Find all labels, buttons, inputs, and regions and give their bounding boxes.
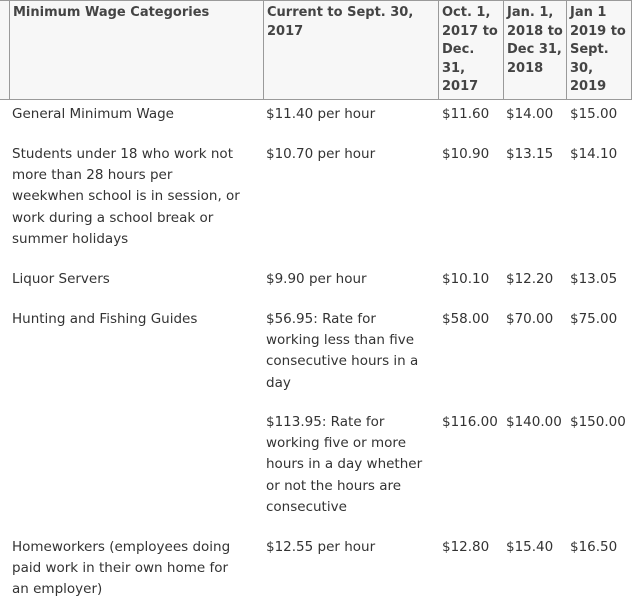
header-2018: Jan. 1, 2018 to Dec 31, 2018: [503, 1, 566, 99]
row-rate-2018: $70.00: [506, 311, 554, 327]
row-rate-oct-2017: $11.60: [442, 106, 490, 122]
row-category: Students under 18 who work not more than 28 hours per weekwhen school is in session, or work during a school break or summer holidays: [12, 146, 240, 247]
row-category: Liquor Servers: [12, 271, 110, 287]
row-current-rate: $9.90 per hour: [266, 271, 367, 287]
header-categories: Minimum Wage Categories: [9, 1, 263, 99]
row-rate-oct-2017: $12.80: [442, 539, 490, 555]
header-2019: Jan 1 2019 to Sept. 30, 2019: [566, 1, 632, 99]
row-rate-oct-2017: $10.90: [442, 146, 490, 162]
header-oct-2017: Oct. 1, 2017 to Dec. 31, 2017: [438, 1, 503, 99]
row-rate-2019: $15.00: [570, 106, 618, 122]
row-rate-2019: $16.50: [570, 539, 618, 555]
row-current-rate: $113.95: Rate for working five or more hours in a day whether or not the hours are consecutive: [266, 414, 423, 515]
row-rate-2019: $150.00: [570, 414, 626, 430]
table-header: [0, 0, 632, 100]
row-rate-2018: $15.40: [506, 539, 554, 555]
row-rate-2019: $14.10: [570, 146, 618, 162]
row-rate-oct-2017: $10.10: [442, 271, 490, 287]
row-current-rate: $56.95: Rate for working less than five consecutive hours in a day: [266, 311, 419, 391]
row-category: Homeworkers (employees doing paid work in their own home for an employer): [12, 539, 231, 598]
row-category: General Minimum Wage: [12, 106, 174, 122]
row-current-rate: $10.70 per hour: [266, 146, 376, 162]
header-current: Current to Sept. 30, 2017: [263, 1, 438, 99]
row-category: Hunting and Fishing Guides: [12, 311, 198, 327]
row-rate-2018: $140.00: [506, 414, 562, 430]
row-current-rate: $11.40 per hour: [266, 106, 376, 122]
row-current-rate: $12.55 per hour: [266, 539, 376, 555]
row-rate-2018: $12.20: [506, 271, 554, 287]
row-rate-2018: $13.15: [506, 146, 554, 162]
row-rate-oct-2017: $58.00: [442, 311, 490, 327]
row-rate-2019: $75.00: [570, 311, 618, 327]
row-rate-2019: $13.05: [570, 271, 618, 287]
row-rate-oct-2017: $116.00: [442, 414, 498, 430]
row-rate-2018: $14.00: [506, 106, 554, 122]
